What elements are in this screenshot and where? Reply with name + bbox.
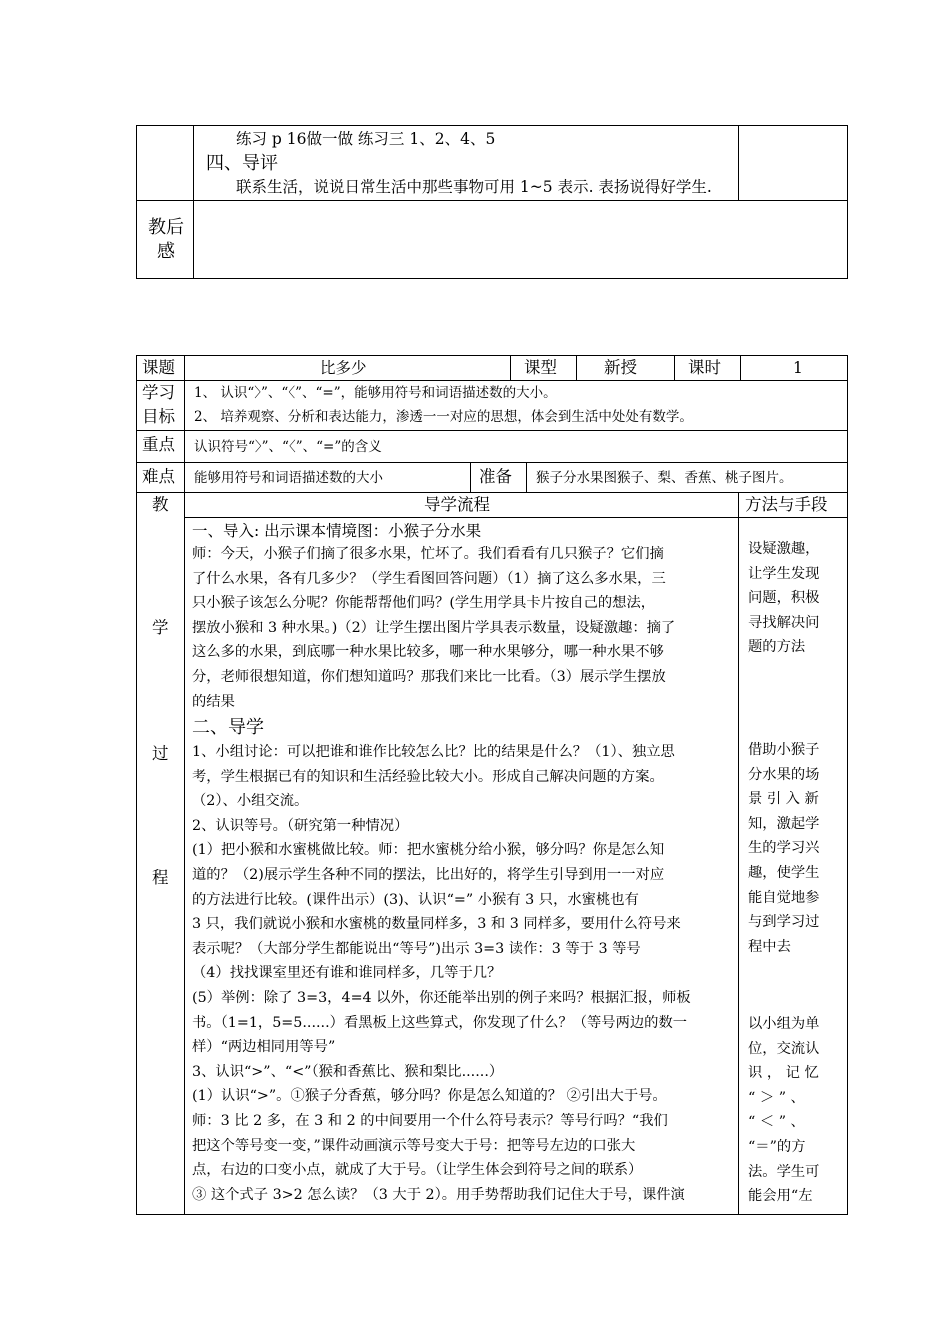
method-line: 与到学习过 <box>748 914 820 931</box>
label-topic: 课题 <box>142 358 175 377</box>
process-line: (5）举例：除了 3=3，4=4 以外，你还能举出别的例子来吗？根据汇报，师板 <box>192 989 691 1006</box>
process-line: 师：今天，小猴子们摘了很多水果，忙坏了。我们看看有几只猴子？它们摘 <box>192 546 664 562</box>
process-line: 的方法进行比较。(课件出示）(3)、认识“=” 小猴有 3 只，水蜜桃也有 <box>192 891 639 908</box>
process-line: （4）找找课室里还有谁和谁同样多，几等于几？ <box>192 965 502 982</box>
goal-1: 1、 认识“〉”、“〈”、“=”，能够用符号和词语描述数的大小。 <box>194 385 557 401</box>
method-line: 位，交流认 <box>748 1040 820 1057</box>
process-line: 考，学生根据已有的知识和生活经验比较大小。形成自己解决问题的方案。 <box>192 768 664 785</box>
prepare-value: 猴子分水果图猴子、梨、香蕉、桃子图片。 <box>536 470 793 486</box>
process-heading-intro: 一、导入: 出示课本情境图：小猴子分水果 <box>192 522 482 540</box>
side-char-learn: 学 <box>152 618 169 637</box>
process-line: （2）、小组交流。 <box>192 793 309 810</box>
method-line: “ ＞ ” 、 <box>748 1089 805 1106</box>
method-line: 趣，使学生 <box>748 864 820 881</box>
process-line: 表示呢？（大部分学生都能说出“等号”)出示 3=3 读作：3 等于 3 等号 <box>192 940 641 957</box>
method-line: 设疑激趣， <box>748 541 820 557</box>
process-line: 点，右边的口变小点，就成了大于号。（让学生体会到符号之间的联系） <box>192 1162 643 1179</box>
process-line: 道的？（2)展示学生各种不同的摆法，比出好的，将学生引导到用一一对应 <box>192 866 665 883</box>
method-line: 让学生发现 <box>748 565 820 582</box>
process-line: 师：3 比 2 多，在 3 和 2 的中间要用一个什么符号表示？等号行吗？“我们 <box>192 1112 668 1129</box>
label-prepare: 准备 <box>479 467 512 486</box>
header-method: 方法与手段 <box>745 495 828 514</box>
method-line: 寻找解决问 <box>748 614 820 631</box>
key-point-value: 认识符号“〉”、“〈”、“=”的含义 <box>194 439 382 455</box>
process-line: 只小猴子该怎么分呢？你能帮帮他们吗？(学生用学具卡片按自己的想法， <box>192 595 656 612</box>
process-heading-guided: 二、导学 <box>192 717 264 738</box>
method-line: 题的方法 <box>748 639 806 656</box>
process-line: 了什么水果，各有几多少？（学生看图回答问题）（1）摘了这么多水果，三 <box>192 570 666 587</box>
label-goals-line1: 学习 <box>142 383 175 402</box>
method-line: 以小组为单 <box>748 1016 820 1032</box>
process-line: 书。（1=1，5=5......）看黑板上这些算式，你发现了什么？（等号两边的数一 <box>192 1014 688 1031</box>
process-line: 3 只，我们就说小猴和水蜜桃的数量同样多，3 和 3 同样多，要用什么符号来 <box>192 916 681 933</box>
process-line: ③ 这个式子 3>2 怎么读？（3 大于 2）。用手势帮助我们记住大于号，课件演 <box>192 1186 685 1203</box>
method-line: “ ＜ ” 、 <box>748 1114 805 1131</box>
method-line: 生的学习兴 <box>748 840 820 857</box>
label-difficulty: 难点 <box>142 467 175 486</box>
lesson-type-value: 新授 <box>604 358 637 377</box>
method-line: 问题，积极 <box>748 590 820 607</box>
method-line: 能会用“左 <box>748 1188 813 1205</box>
method-note-1 <box>748 537 819 660</box>
process-line: 样）“两边相同用等号” <box>192 1039 336 1056</box>
method-note-2 <box>748 738 819 959</box>
process-line: (1）认识“>”。①猴子分香蕉，够分吗？你是怎么知道的？ ②引出大于号。 <box>192 1088 667 1105</box>
practice-line: 练习 p 16做一做 练习三 1、2、4、5 <box>236 130 496 148</box>
method-line: “＝”的方 <box>748 1138 806 1155</box>
goal-2: 2、 培养观察、分析和表达能力，渗透一一对应的思想，体会到生活中处处有数学。 <box>194 409 693 425</box>
side-char-course: 程 <box>152 868 169 887</box>
process-line: 摆放小猴和 3 种水果。)（2）让学生摆出图片学具表示数量，设疑激趣：摘了 <box>192 619 676 636</box>
process-paragraph-guided <box>192 740 691 1207</box>
label-after-class-reflection: 教后感 <box>148 217 184 262</box>
method-line: 分水果的场 <box>748 766 820 783</box>
section-heading-guided-review: 四、导评 <box>206 153 278 174</box>
method-line: 识 ， 记 忆 <box>748 1065 819 1082</box>
process-line: 把这个等号变一变，”课件动画演示等号变大于号：把等号左边的口张大 <box>192 1137 636 1154</box>
header-process: 导学流程 <box>424 495 490 514</box>
label-teach: 教 <box>152 495 169 514</box>
topic-value: 比多少 <box>320 359 367 377</box>
side-char-process: 过 <box>152 744 169 763</box>
method-line: 法。学生可 <box>748 1163 820 1180</box>
review-line: 联系生活，说说日常生活中那些事物可用 1~5 表示. 表扬说得好学生. <box>236 178 712 196</box>
label-lesson-type: 课型 <box>524 358 557 377</box>
label-period: 课时 <box>688 358 721 377</box>
method-line: 知，激起学 <box>748 815 820 832</box>
process-line: 这么多的水果，到底哪一种水果比较多，哪一种水果够分，哪一种水果不够 <box>192 644 664 661</box>
method-note-3 <box>748 1012 819 1209</box>
label-goals-line2: 目标 <box>142 407 175 426</box>
method-line: 景 引 入 新 <box>748 791 819 808</box>
method-line: 程中去 <box>748 938 791 955</box>
label-key-point: 重点 <box>142 435 175 454</box>
process-line: (1）把小猴和水蜜桃做比较。师：把水蜜桃分给小猴，够分吗？你是怎么知 <box>192 842 665 859</box>
process-line: 的结果 <box>192 693 235 710</box>
process-line: 3、认识“>”、“<”（猴和香蕉比、猴和梨比......） <box>192 1063 504 1080</box>
process-line: 分，老师很想知道，你们想知道吗？那我们来比一比看。（3）展示学生摆放 <box>192 668 666 685</box>
method-line: 能自觉地参 <box>748 889 820 906</box>
difficulty-value: 能够用符号和词语描述数的大小 <box>194 470 383 486</box>
process-paragraph-intro <box>192 542 675 714</box>
process-line: 2、认识等号。（研究第一种情况） <box>192 817 409 834</box>
period-value: 1 <box>793 359 803 377</box>
process-line: 1、小组讨论：可以把谁和谁作比较怎么比？比的结果是什么？（1）、独立思 <box>192 744 675 760</box>
method-line: 借助小猴子 <box>748 742 820 758</box>
